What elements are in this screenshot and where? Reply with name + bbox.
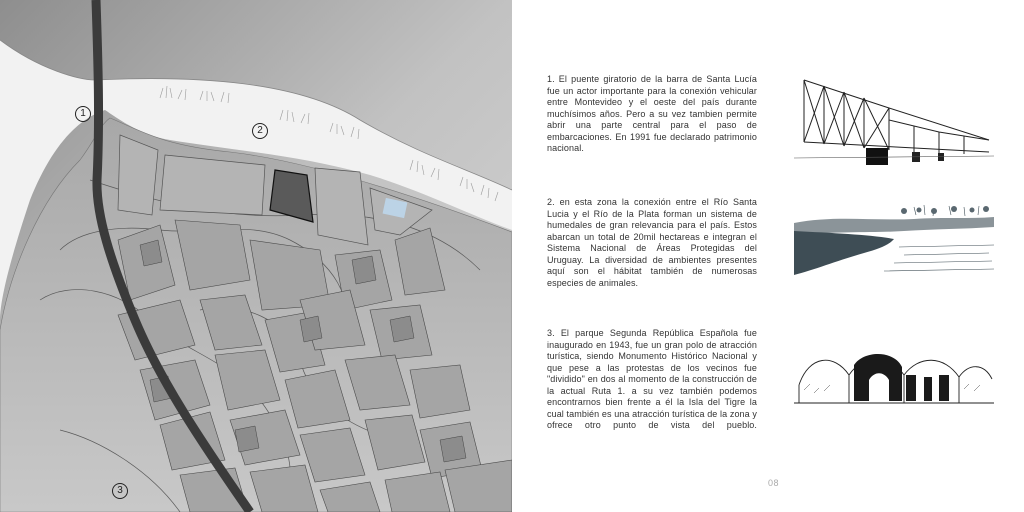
section-2-text: 2. en esta zona la conexión entre el Río Santa Lucia y el Río de la Plata forman un sistema de humedales de gran relevancia para el país. Estos abarcan un total de 20mil hectareas e integran el Sistema Nacional de Áreas Protegidas del Uruguay. La diversidad de ambientes presentes aquí son el hábitat también de numerosas especies de animales. — [547, 197, 757, 288]
bridge-sketch — [794, 70, 994, 165]
section-3-text: 3. El parque Segunda República Española fue inaugurado en 1943, fue un gran polo de atracción turística, siendo Monumento Histórico Nacional y que pese a las protestas de los vecinos fue "dividido" en dos al momento de la construcción de la actual Ruta 1. a su vez también podemos encontrarnos bien frente a él la Isla del Tigre la cual también es una atracción turística de la zona y ofrece otro punto de vista del pueblo. — [547, 328, 757, 430]
map-marker-2: 2 — [252, 123, 268, 139]
text-page — [512, 0, 1024, 512]
page-number: 08 — [768, 478, 780, 488]
wetland-sketch — [794, 205, 994, 280]
park-ruins-sketch — [794, 345, 994, 410]
section-1-text: 1. El puente giratorio de la barra de Santa Lucía fue un actor importante para la conexión vehicular entre Montevideo y el oeste del país durante muchísimos años. Pero a su vez tambien permite abrir una parte central para el paso de embarcaciones. En 1991 fue declarado patrimonio nacional. — [547, 74, 757, 153]
map-marker-1: 1 — [75, 106, 91, 122]
map-marker-3: 3 — [112, 483, 128, 499]
